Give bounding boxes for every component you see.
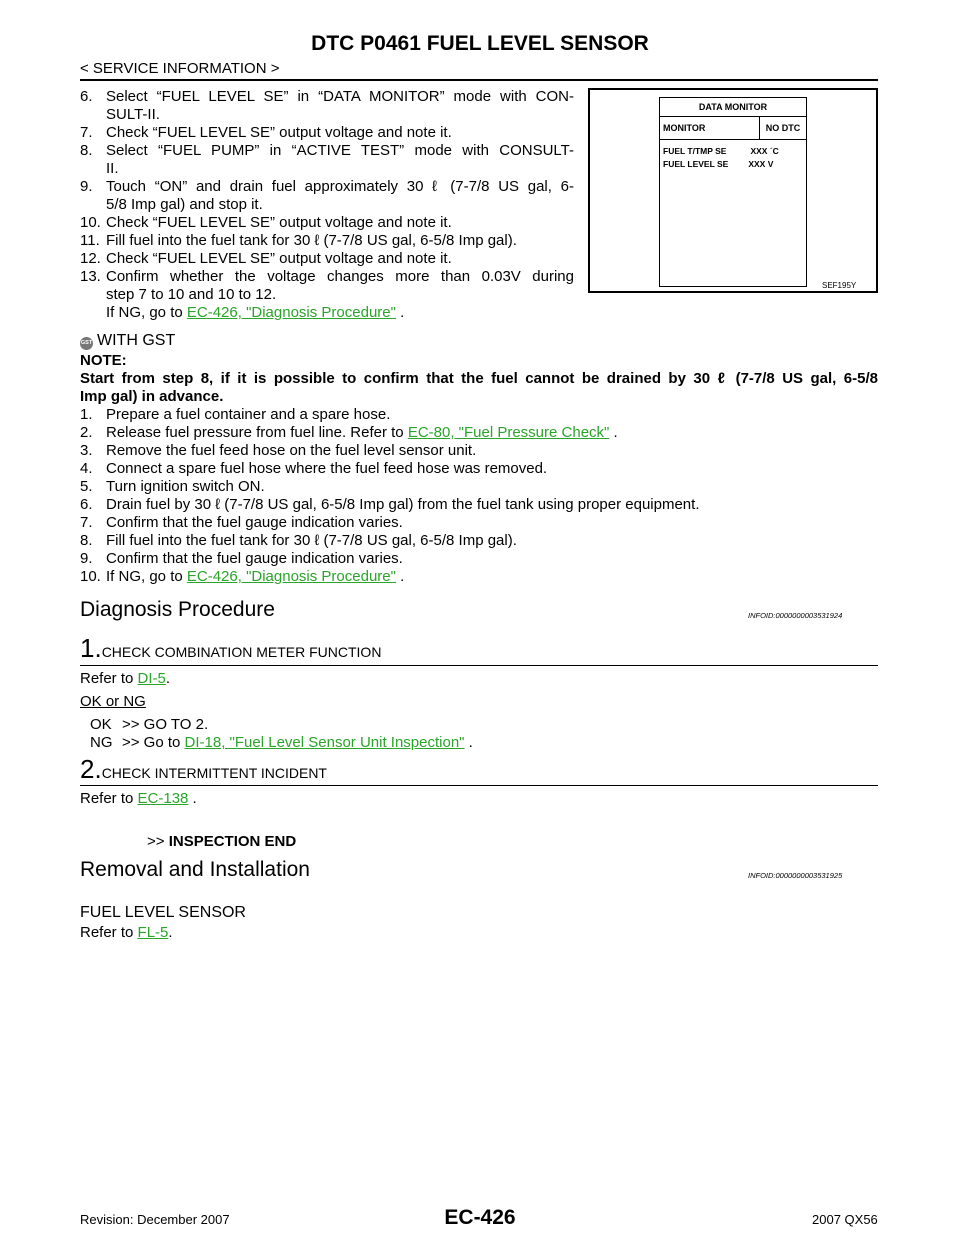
page-title: DTC P0461 FUEL LEVEL SENSOR [311,32,649,55]
header-rule [80,79,878,81]
gst-step-5: 5. Turn ignition switch ON. [80,478,265,495]
link-fl-5[interactable]: FL-5 [137,924,169,941]
link-diagnosis-procedure-2[interactable]: EC-426, "Diagnosis Procedure" [186,568,396,585]
step-1-rule [80,665,878,666]
consult-step-8-cont: II. [106,160,119,177]
consult-step-13-ng: If NG, go to EC-426, "Diagnosis Procedure" . [106,304,405,321]
removal-infoid: INFOID:0000000003531925 [748,871,843,880]
monitor-row-1 [663,146,779,156]
link-fuel-pressure-check[interactable]: EC-80, "Fuel Pressure Check" [407,424,610,441]
diagnosis-heading: Diagnosis Procedure [80,598,275,621]
gst-note-text-cont: Imp gal) in advance. [80,388,224,405]
diagnosis-step-2: 2.CHECK INTERMITTENT INCIDENT [80,754,327,784]
gst-step-3: 3. Remove the fuel feed hose on the fuel level sensor unit. [80,442,477,459]
gst-heading: GST WITH GST [80,332,176,349]
monitor-col1: MONITOR [660,117,760,139]
link-ec-138[interactable]: EC-138 [137,790,189,807]
footer-model: 2007 QX56 [812,1212,878,1227]
step-2-refer: Refer to EC-138 . [80,790,197,807]
gst-note-text: Start from step 8, if it is possible to confirm that the fuel cannot be drained by 30 ℓ (7-7/8 US gal, 6-5/8 [80,370,878,387]
gst-step-10: 10. If NG, go to EC-426, "Diagnosis Procedure" . [80,568,405,585]
consult-step-13: 13. Confirm whether the voltage changes more than 0.03V during [80,268,574,285]
ng-result: NG >> Go to DI-18, "Fuel Level Sensor Unit Inspection" . [90,734,473,751]
gst-note-label: NOTE: [80,352,127,369]
step-2-rule [80,785,878,786]
removal-heading: Removal and Installation [80,858,310,881]
gst-icon: GST [80,337,93,350]
consult-step-12: 12. Check “FUEL LEVEL SE” output voltage and note it. [80,250,452,267]
removal-subheading: FUEL LEVEL SENSOR [80,904,246,921]
monitor-row1-name: FUEL T/TMP SE [663,146,727,156]
diagnosis-infoid: INFOID:0000000003531924 [748,611,843,620]
consult-step-6: 6. Select “FUEL LEVEL SE” in “DATA MONITOR” mode with CON- [80,88,574,105]
monitor-row2-value: XXX V [748,159,774,169]
consult-step-8: 8. Select “FUEL PUMP” in “ACTIVE TEST” mode with CONSULT- [80,142,574,159]
consult-step-7: 7. Check “FUEL LEVEL SE” output voltage and note it. [80,124,452,141]
footer-page-number: EC-426 [444,1206,516,1229]
link-di-18[interactable]: DI-18, "Fuel Level Sensor Unit Inspection" [184,734,465,751]
gst-step-6: 6. Drain fuel by 30 ℓ (7-7/8 US gal, 6-5/8 Imp gal) from the fuel tank using proper equipment. [80,496,700,513]
figure-ref: SEF195Y [822,281,857,290]
consult-step-13-cont: step 7 to 10 and 10 to 12. [106,286,277,303]
inspection-end: >> INSPECTION END [147,833,297,850]
monitor-row1-value: XXX ´C [750,146,779,156]
gst-step-2: 2. Release fuel pressure from fuel line. Refer to EC-80, "Fuel Pressure Check" . [80,424,618,441]
ok-or-ng: OK or NG [80,693,146,710]
monitor-row-2 [663,159,773,169]
gst-step-1: 1. Prepare a fuel container and a spare hose. [80,406,391,423]
gst-step-7: 7. Confirm that the fuel gauge indication varies. [80,514,403,531]
consult-step-10: 10. Check “FUEL LEVEL SE” output voltage and note it. [80,214,452,231]
consult-step-11: 11. Fill fuel into the fuel tank for 30 ℓ (7-7/8 US gal, 6-5/8 Imp gal). [80,232,517,249]
consult-step-6-cont: SULT-II. [106,106,160,123]
monitor-title: DATA MONITOR [660,98,806,117]
consult-step-9: 9. Touch “ON” and drain fuel approximately 30 ℓ (7-7/8 US gal, 6- [80,178,574,195]
gst-step-8: 8. Fill fuel into the fuel tank for 30 ℓ (7-7/8 US gal, 6-5/8 Imp gal). [80,532,517,549]
breadcrumb: < SERVICE INFORMATION > [80,60,280,77]
footer-revision: Revision: December 2007 [80,1212,230,1227]
gst-step-4: 4. Connect a spare fuel hose where the fuel feed hose was removed. [80,460,548,477]
link-di-5[interactable]: DI-5 [137,670,166,687]
link-diagnosis-procedure[interactable]: EC-426, "Diagnosis Procedure" [186,304,396,321]
consult-step-9-cont: 5/8 Imp gal) and stop it. [106,196,263,213]
diagnosis-step-1: 1.CHECK COMBINATION METER FUNCTION [80,633,382,663]
data-monitor-screen [659,97,807,287]
removal-refer: Refer to FL-5. [80,924,173,941]
monitor-col2: NO DTC [765,123,801,133]
step-1-refer: Refer to DI-5. [80,670,171,687]
data-monitor-figure [588,88,878,293]
gst-step-9: 9. Confirm that the fuel gauge indication varies. [80,550,403,567]
monitor-header-row [660,117,806,140]
ok-result: OK >> GO TO 2. [90,716,209,733]
monitor-row2-name: FUEL LEVEL SE [663,159,729,169]
